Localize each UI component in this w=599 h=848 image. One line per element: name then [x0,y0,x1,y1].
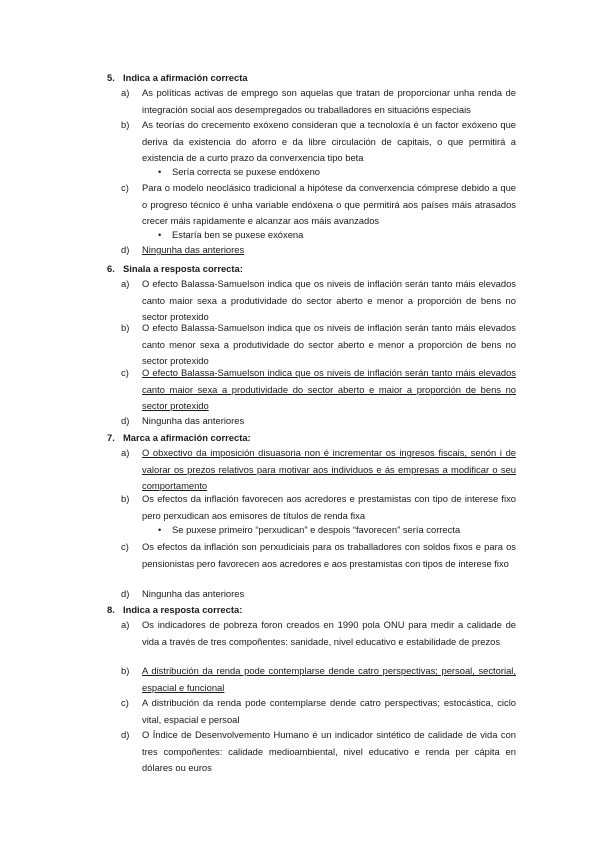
option-text: Para o modelo neoclásico tradicional a hipótese da converxencia cómprese debido a que o progreso técnico é unha variable endóxena o que permitirá aos países máis atrasados crecer máis rapidamente e alcanzar aos máis avanzados [142,182,516,227]
question-title: Sinala a resposta correcta: [123,263,243,274]
option-text: O Índice de Desenvolvemento Humano é un indicador sintético de calidade de vida con tres compoñentes: calidade medioambiental, nivel educativo e renda per cápita en dólares ou euros [142,729,516,774]
option-text: A distribución da renda pode contemplarse dende catro perspectivas; estocástica, ciclo vital, espacial e persoal [142,697,516,725]
question-5-option-d [121,242,516,259]
question-title: Marca a afirmación correcta: [123,432,251,443]
option-text: O obxectivo da imposición disuasoria non é incrementar os ingresos fiscais, senón i de valorar os prezos relativos para motivar aos individuos e ás empresas a modificar o seu comportamento [142,447,516,492]
question-5-note-c [158,229,303,241]
option-letter: c) [121,367,129,378]
option-letter: b) [121,493,130,504]
option-text: O efecto Balassa-Samuelson indica que os niveis de inflación serán tanto máis elevados canto maior sexa a produtividade do sector aberto e menor a proporción de bens no sector protexido [142,278,516,323]
question-title: Indica a resposta correcta: [123,604,243,615]
question-number: 5. [107,72,115,83]
question-7-note-b [158,524,460,536]
question-6-option-d [121,413,516,430]
note-text: Estaría ben se puxese exóxena [172,229,304,240]
question-8-option-a [121,617,516,650]
option-text: Os indicadores de pobreza foron creados en 1990 pola ONU para medir a calidade de vida a través de tres compoñentes: sanidade, nivel educativo e estabilidade de prezos [142,619,516,647]
option-letter: d) [121,244,130,255]
bullet-icon: • [158,166,162,177]
option-text: Os efectos da inflación favorecen aos acredores e prestamistas con tipo de interese fixo pero perxudican aos emisores de títulos de renda fixa [142,493,516,521]
question-8-option-d [121,727,516,777]
option-text: Ningunha das anteriores [142,415,245,426]
note-text: Sería correcta se puxese endóxeno [172,166,321,177]
question-5-option-b [121,117,516,167]
option-letter: a) [121,447,130,458]
option-letter: c) [121,182,129,193]
question-5-note-b [158,166,320,178]
question-6-option-a [121,276,516,326]
option-letter: a) [121,87,130,98]
question-5-option-c [121,180,516,230]
bullet-icon: • [158,229,162,240]
option-letter: c) [121,697,129,708]
question-title: Indica a afirmación correcta [123,72,248,83]
option-letter: d) [121,588,130,599]
option-letter: b) [121,665,130,676]
option-text: As teorías do crecemento exóxeno consideran que a tecnoloxía é un factor exóxeno que deriva da existencia do aforro e da libre circulación de capitais, o que permitirá a existencia de a curto prazo da converxencia tipo beta [142,119,516,164]
option-text: A distribución da renda pode contemplarse dende catro perspectivas; persoal, sectorial, espacial e funcional [142,665,516,693]
option-text: O efecto Balassa-Samuelson indica que os niveis de inflación serán tanto máis elevados canto menor sexa a produtividade do sector aberto e menor a proporción de bens no sector protexido [142,322,516,367]
option-text: Os efectos da inflación son perxudiciais para os traballadores con soldos fixos e para os pensionistas pero favorecen aos acredores e aos prestamistas con tipos de interese fixo [142,541,516,569]
option-letter: b) [121,119,130,130]
question-7-heading [107,432,251,443]
question-7-option-d [121,586,516,603]
question-5-option-a [121,85,516,118]
option-letter: a) [121,619,130,630]
option-letter: b) [121,322,130,333]
option-letter: d) [121,415,130,426]
option-text: As políticas activas de emprego son aquelas que tratan de proporcionar unha renda de integración social aos desempregados ou traballadores en situacións especiais [142,87,516,115]
option-text: Ningunha das anteriores [142,244,245,255]
question-7-option-b [121,491,516,524]
question-8-option-b [121,663,516,696]
question-6-heading [107,263,243,274]
question-number: 8. [107,604,115,615]
question-5-heading [107,72,248,83]
option-letter: d) [121,729,130,740]
question-8-heading [107,604,242,615]
note-text: Se puxese primeiro “perxudican” e despois “favorecen” sería correcta [172,524,461,535]
option-letter: c) [121,541,129,552]
question-7-option-c [121,539,516,572]
question-8-option-c [121,695,516,728]
option-text: Ningunha das anteriores [142,588,245,599]
question-number: 7. [107,432,115,443]
question-7-option-a [121,445,516,495]
option-letter: a) [121,278,130,289]
question-6-option-c [121,365,516,415]
question-number: 6. [107,263,115,274]
question-6-option-b [121,320,516,370]
option-text: O efecto Balassa-Samuelson indica que os niveis de inflación serán tanto máis elevados canto maior sexa a produtividade do sector aberto e maior a proporción de bens no sector protexido [142,367,516,412]
bullet-icon: • [158,524,162,535]
